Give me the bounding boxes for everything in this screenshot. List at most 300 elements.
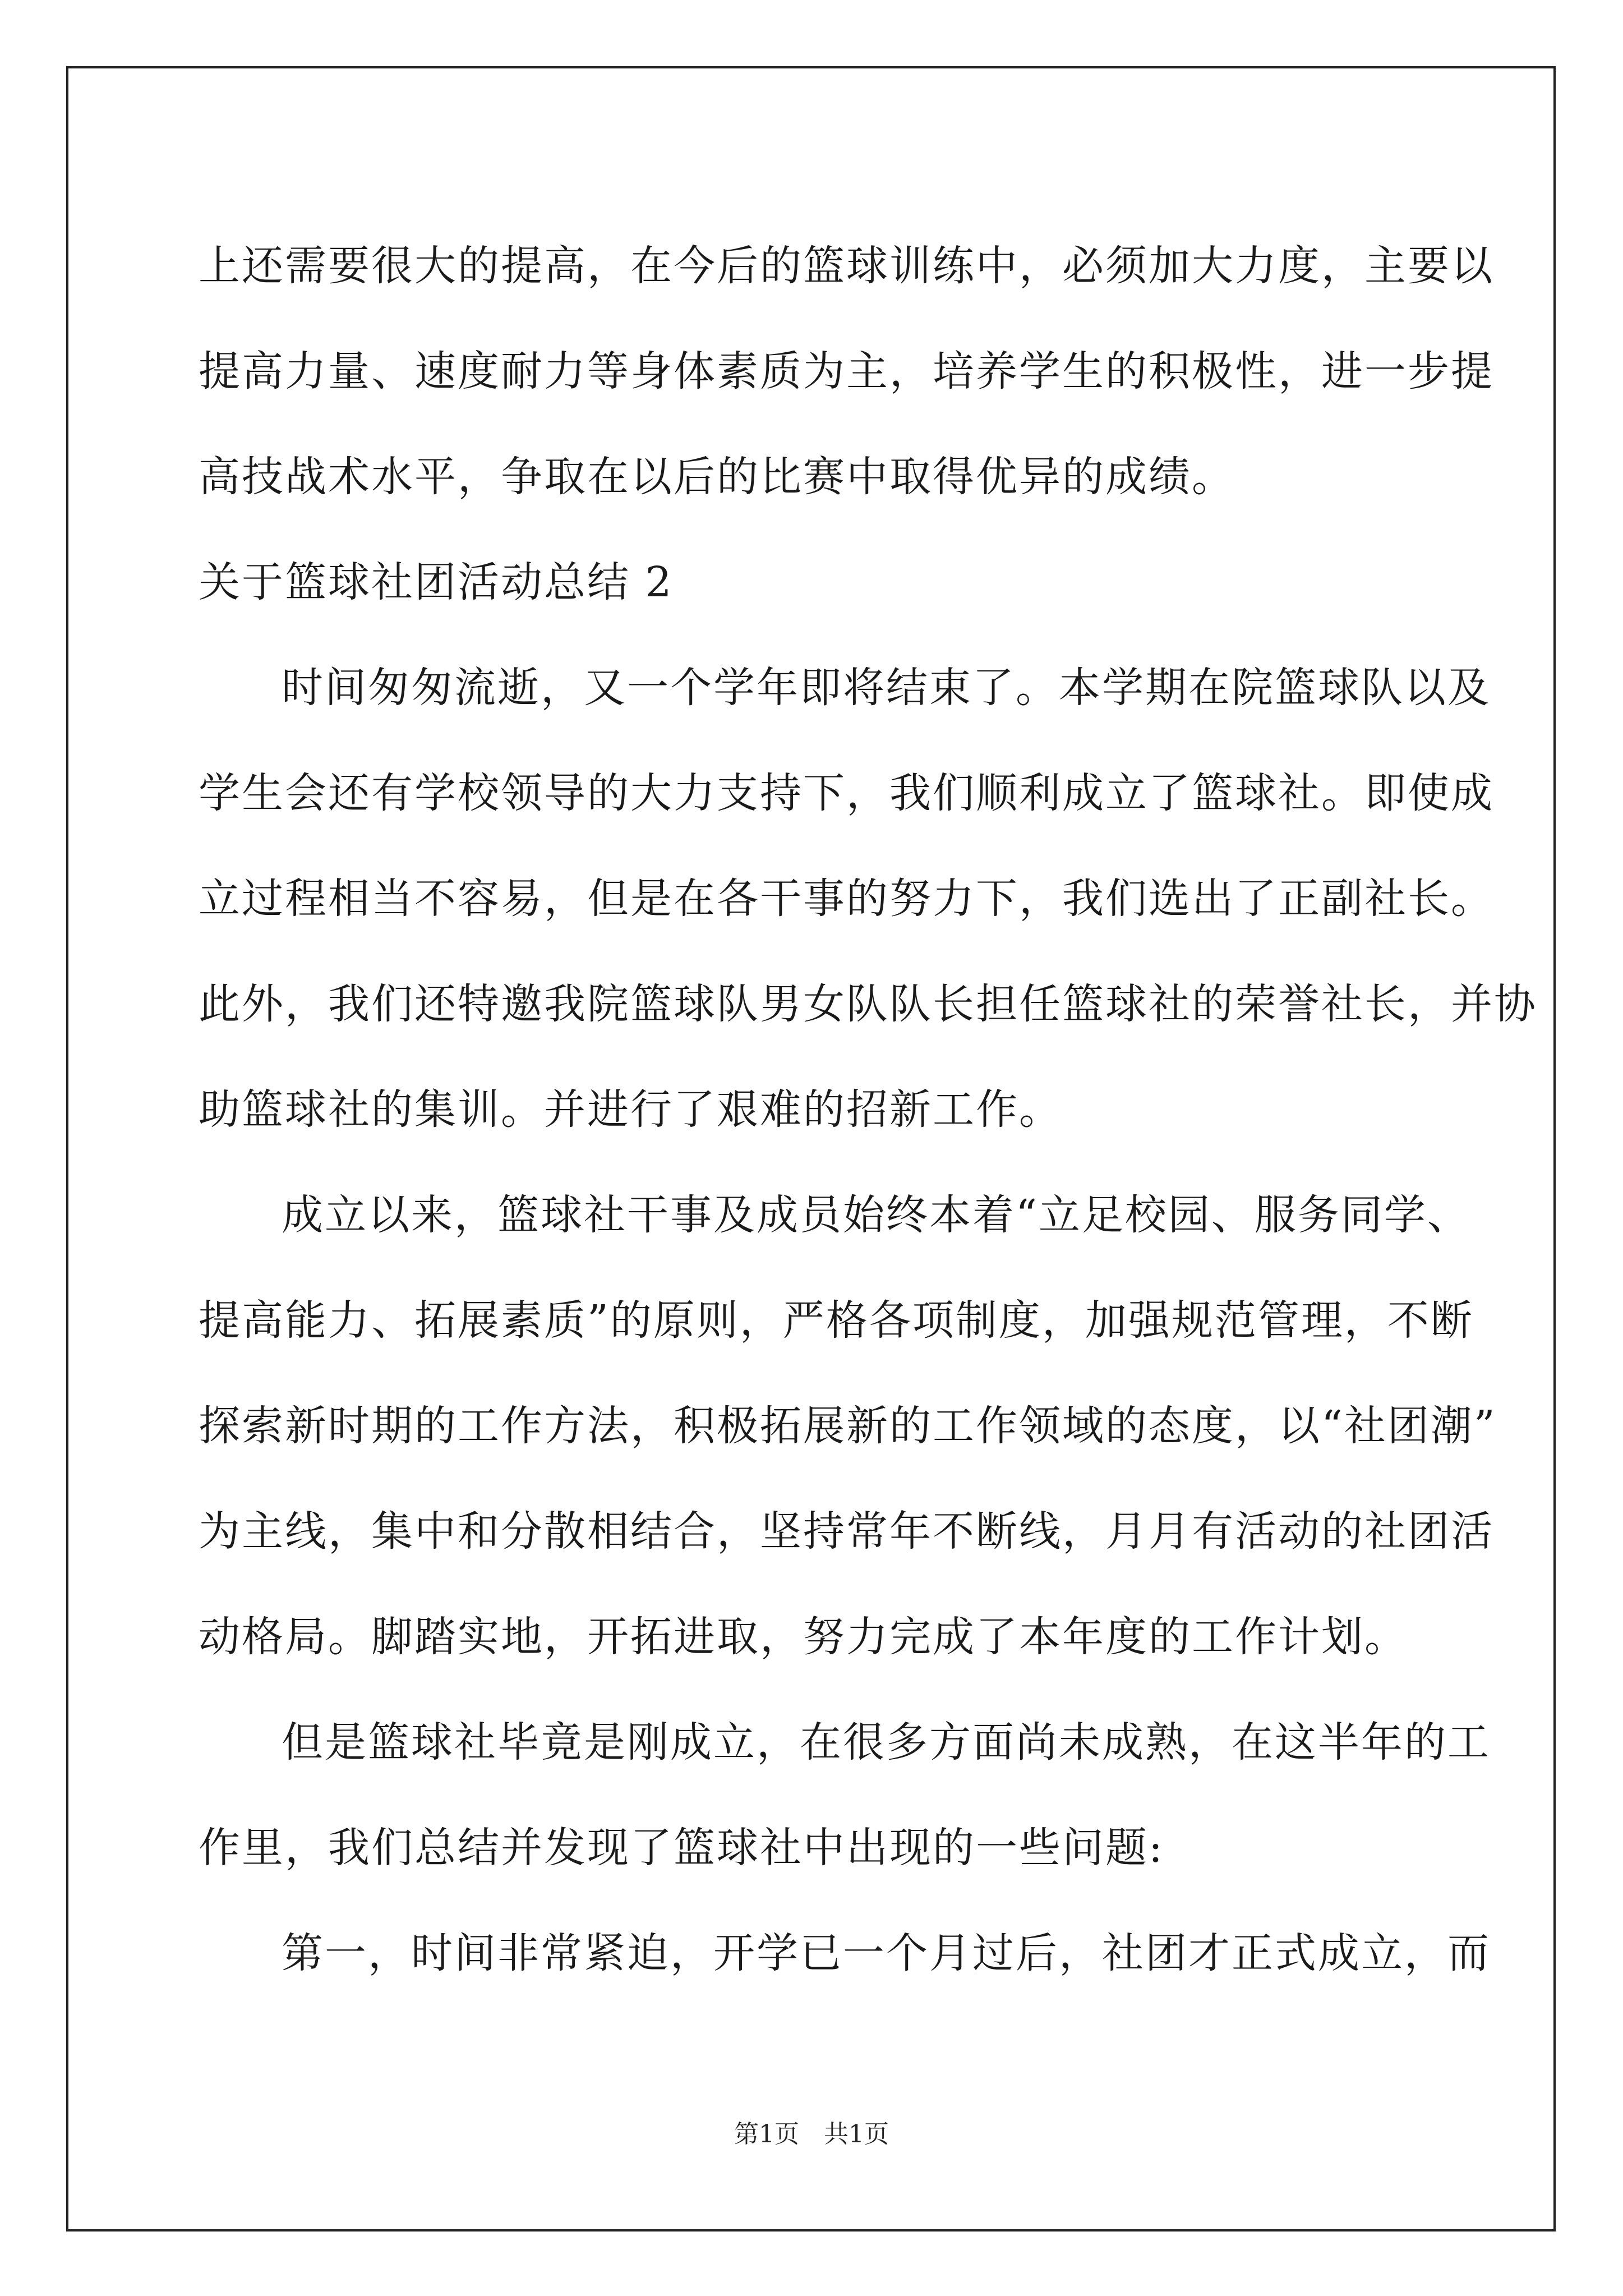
glyph: 今 (674, 242, 717, 290)
glyph: 立 (1105, 769, 1149, 817)
text-line: 动格局。脚踏实地，开拓进取，努力完成了本年度的工作计划。 (199, 1613, 1408, 1661)
glyph: 练 (933, 242, 976, 290)
glyph: 索 (242, 1402, 285, 1450)
glyph: 后 (1016, 1929, 1059, 1977)
glyph: 队 (846, 980, 889, 1028)
glyph: 我 (544, 980, 587, 1028)
glyph: ， (1059, 1929, 1102, 1977)
glyph: 球 (411, 1718, 454, 1766)
glyph: 紧 (584, 1929, 627, 1977)
glyph: 能 (285, 1296, 328, 1345)
glyph: 的 (889, 1402, 933, 1450)
glyph: 域 (1062, 1402, 1105, 1450)
glyph: 工 (458, 1402, 501, 1450)
glyph: 不 (933, 1507, 976, 1556)
glyph: “ (1321, 1402, 1344, 1450)
glyph: 社 (1149, 980, 1192, 1028)
glyph: 匆 (368, 664, 411, 712)
glyph: 相 (328, 875, 371, 923)
glyph: 非 (497, 1929, 541, 1977)
glyph: 努 (889, 875, 933, 923)
glyph: 素 (501, 1296, 544, 1345)
glyph: 断 (1430, 1296, 1474, 1345)
glyph: 成 (1451, 769, 1494, 817)
glyph: 坚 (760, 1507, 803, 1556)
glyph: 为 (803, 347, 846, 395)
glyph: 但 (587, 875, 630, 923)
glyph: 即 (1364, 769, 1408, 817)
glyph: 理 (1301, 1296, 1344, 1345)
glyph: 身 (630, 347, 674, 395)
glyph: 半 (1318, 1718, 1361, 1766)
glyph: ， (544, 875, 587, 923)
glyph: 作 (501, 1402, 544, 1450)
glyph: 邀 (501, 980, 544, 1028)
glyph: ， (454, 1191, 497, 1239)
glyph: 顺 (976, 769, 1019, 817)
glyph: 下 (976, 875, 1019, 923)
glyph: 为 (199, 1507, 242, 1556)
text-line (199, 1162, 1470, 1268)
glyph: 社 (1364, 875, 1408, 923)
glyph: 。 (1321, 769, 1364, 817)
glyph: 事 (803, 875, 846, 923)
glyph: 立 (713, 1718, 757, 1766)
glyph: 已 (800, 1929, 843, 1977)
glyph: 社 (1364, 1507, 1408, 1556)
glyph: 性 (1235, 347, 1278, 395)
text-line (199, 1690, 1491, 1795)
glyph: 的 (458, 242, 501, 290)
glyph: ， (368, 1929, 411, 1977)
glyph: 下 (803, 769, 846, 817)
glyph: 是 (325, 1718, 368, 1766)
glyph: 学 (757, 1929, 800, 1977)
glyph: 社 (1321, 980, 1364, 1028)
glyph: 活 (1451, 1507, 1494, 1556)
glyph: 篮 (368, 1718, 411, 1766)
glyph: 社 (584, 1191, 627, 1239)
glyph: 步 (1408, 347, 1451, 395)
glyph: 的 (1321, 1507, 1364, 1556)
glyph: 还 (414, 980, 458, 1028)
glyph: ， (1062, 1507, 1105, 1556)
glyph: 导 (544, 769, 587, 817)
glyph: 年 (757, 664, 800, 712)
glyph: 才 (1188, 1929, 1232, 1977)
glyph: 不 (414, 875, 458, 923)
glyph: 团 (1145, 1929, 1188, 1977)
glyph: 学 (713, 664, 757, 712)
glyph: 队 (889, 980, 933, 1028)
glyph: 期 (1145, 664, 1188, 712)
glyph: 男 (760, 980, 803, 1028)
text-line: 高技战术水平，争取在以后的比赛中取得优异的成绩。 (199, 453, 1235, 501)
glyph: 养 (976, 347, 1019, 395)
glyph: 质 (760, 347, 803, 395)
glyph: 很 (371, 242, 414, 290)
glyph: 新 (846, 1402, 889, 1450)
glyph: ， (1019, 242, 1062, 290)
glyph: ， (1041, 1296, 1085, 1345)
text-line (199, 1268, 1474, 1373)
glyph: 个 (886, 1929, 929, 1977)
glyph: ， (739, 1296, 783, 1345)
glyph: 程 (285, 875, 328, 923)
glyph: 态 (1149, 1402, 1192, 1450)
glyph: 的 (1105, 1402, 1149, 1450)
glyph: 有 (1192, 1507, 1235, 1556)
glyph: 球 (1235, 769, 1278, 817)
glyph: 在 (1188, 664, 1232, 712)
glyph: ， (541, 664, 584, 712)
glyph: 在 (674, 875, 717, 923)
glyph: 同 (1340, 1191, 1384, 1239)
text-line: 作里，我们总结并发现了篮球社中出现的一些问题: (199, 1824, 1164, 1872)
glyph: 的 (1404, 1718, 1447, 1766)
glyph: 立 (1361, 1929, 1404, 1977)
glyph: 篮 (1192, 769, 1235, 817)
glyph: 容 (458, 875, 501, 923)
glyph: 线 (1019, 1507, 1062, 1556)
glyph: ， (717, 1507, 760, 1556)
glyph: 多 (886, 1718, 929, 1766)
glyph: 球 (846, 242, 889, 290)
glyph: 束 (929, 664, 972, 712)
glyph: 积 (1149, 347, 1192, 395)
glyph: 的 (610, 1296, 653, 1345)
glyph: 队 (717, 980, 760, 1028)
glyph: 展 (803, 1402, 846, 1450)
glyph: 提 (199, 347, 242, 395)
glyph: 校 (1124, 1191, 1168, 1239)
glyph: 方 (929, 1718, 972, 1766)
glyph: 时 (328, 1402, 371, 1450)
glyph: 立 (325, 1191, 368, 1239)
glyph: 加 (1149, 242, 1192, 290)
text-line (199, 1901, 1491, 2006)
glyph: 即 (800, 664, 843, 712)
text-line (199, 1479, 1494, 1584)
glyph: ， (328, 1507, 371, 1556)
glyph: 长 (933, 980, 976, 1028)
glyph: 中 (976, 242, 1019, 290)
glyph: 特 (458, 980, 501, 1028)
glyph: 未 (1059, 1718, 1102, 1766)
glyph: 高 (242, 347, 285, 395)
text-line (199, 846, 1494, 951)
glyph: 力 (544, 347, 587, 395)
glyph: 过 (972, 1929, 1016, 1977)
glyph: 及 (713, 1191, 757, 1239)
glyph: 的 (1192, 980, 1235, 1028)
glyph: 探 (199, 1402, 242, 1450)
glyph: 服 (1254, 1191, 1298, 1239)
glyph: 毕 (497, 1718, 541, 1766)
text-line (199, 319, 1494, 424)
glyph: 及 (1447, 664, 1491, 712)
glyph: 等 (587, 347, 630, 395)
glyph: 会 (285, 769, 328, 817)
glyph: 篮 (497, 1191, 541, 1239)
glyph: 度 (458, 347, 501, 395)
glyph: 法 (587, 1402, 630, 1450)
glyph: 月 (1105, 1507, 1149, 1556)
glyph: 而 (1447, 1929, 1491, 1977)
glyph: 了 (1149, 769, 1192, 817)
glyph: 球 (541, 1191, 584, 1239)
glyph: 量 (328, 347, 371, 395)
glyph: 学 (199, 769, 242, 817)
glyph: 一 (843, 1929, 886, 1977)
glyph: 本 (929, 1191, 972, 1239)
glyph: ， (1404, 1929, 1447, 1977)
glyph: 新 (285, 1402, 328, 1450)
page-footer: 第1页 共1页 (734, 2120, 889, 2148)
glyph: 我 (328, 980, 371, 1028)
glyph: ， (757, 1718, 800, 1766)
glyph: ， (1408, 980, 1451, 1028)
glyph: 球 (1105, 980, 1149, 1028)
glyph: 们 (1105, 875, 1149, 923)
glyph: 始 (843, 1191, 886, 1239)
glyph: 原 (653, 1296, 697, 1345)
glyph: 流 (454, 664, 497, 712)
text-line: 助篮球社的集训。并进行了艰难的招新工作。 (199, 1085, 1062, 1134)
glyph: 。 (1016, 664, 1059, 712)
glyph: 力 (933, 875, 976, 923)
glyph: 一 (627, 664, 670, 712)
glyph: 又 (584, 664, 627, 712)
glyph: 间 (454, 1929, 497, 1977)
glyph: 工 (933, 1402, 976, 1450)
text-line (199, 635, 1491, 740)
glyph: 加 (1085, 1296, 1128, 1345)
glyph: ， (1019, 875, 1062, 923)
glyph: 篮 (1275, 664, 1318, 712)
glyph: 强 (1128, 1296, 1172, 1345)
glyph: 力 (1235, 242, 1278, 290)
glyph: 社 (454, 1718, 497, 1766)
glyph: 正 (1232, 1929, 1275, 1977)
glyph: 各 (869, 1296, 912, 1345)
glyph: ” (587, 1296, 610, 1345)
glyph: 学 (414, 769, 458, 817)
glyph: 成 (670, 1718, 713, 1766)
glyph: 还 (328, 769, 371, 817)
glyph: 度 (998, 1296, 1042, 1345)
glyph: ， (1321, 242, 1364, 290)
glyph: 长 (1408, 875, 1451, 923)
glyph: 院 (1232, 664, 1275, 712)
glyph: 月 (1149, 1507, 1192, 1556)
glyph: ， (846, 769, 889, 817)
glyph: 不 (1387, 1296, 1431, 1345)
glyph: 活 (1235, 1507, 1278, 1556)
glyph: 以 (1451, 242, 1494, 290)
glyph: 的 (1105, 347, 1149, 395)
glyph: ， (889, 347, 933, 395)
glyph: 年 (1361, 1718, 1404, 1766)
glyph: 着 (972, 1191, 1016, 1239)
glyph: 队 (1361, 664, 1404, 712)
glyph: 是 (630, 875, 674, 923)
glyph: 成 (757, 1191, 800, 1239)
glyph: 时 (411, 1929, 454, 1977)
glyph: 在 (630, 242, 674, 290)
glyph: 协 (1494, 980, 1537, 1028)
glyph: 在 (800, 1718, 843, 1766)
glyph: 竟 (541, 1718, 584, 1766)
glyph: 严 (782, 1296, 826, 1345)
glyph: 匆 (411, 664, 454, 712)
glyph: 集 (371, 1507, 414, 1556)
glyph: 荣 (1235, 980, 1278, 1028)
glyph: 支 (717, 769, 760, 817)
glyph: 事 (670, 1191, 713, 1239)
glyph: 提 (501, 242, 544, 290)
glyph: 球 (1318, 664, 1361, 712)
glyph: 格 (826, 1296, 869, 1345)
glyph: 立 (1038, 1191, 1082, 1239)
glyph: 。 (1451, 875, 1494, 923)
glyph: 很 (843, 1718, 886, 1766)
glyph: 社 (1278, 769, 1321, 817)
glyph: 本 (1059, 664, 1102, 712)
glyph: 度 (1192, 1402, 1235, 1450)
glyph: 校 (458, 769, 501, 817)
text-line (199, 740, 1494, 846)
glyph: 一 (325, 1929, 368, 1977)
glyph: 、 (371, 347, 414, 395)
glyph: 们 (933, 769, 976, 817)
text-line (199, 1373, 1497, 1479)
glyph: 范 (1214, 1296, 1258, 1345)
glyph: 逝 (497, 664, 541, 712)
glyph: 担 (976, 980, 1019, 1028)
glyph: ， (1344, 1296, 1387, 1345)
glyph: 院 (587, 980, 630, 1028)
glyph: 质 (544, 1296, 587, 1345)
glyph: 持 (760, 769, 803, 817)
glyph: 并 (1451, 980, 1494, 1028)
glyph: 易 (501, 875, 544, 923)
glyph: 誉 (1278, 980, 1321, 1028)
glyph: 积 (674, 1402, 717, 1450)
glyph: 团 (1408, 1507, 1451, 1556)
glyph: 速 (414, 347, 458, 395)
glyph: 务 (1297, 1191, 1341, 1239)
glyph: 任 (1019, 980, 1062, 1028)
glyph: 社 (1344, 1402, 1387, 1450)
glyph: 尚 (1016, 1718, 1059, 1766)
glyph: 主 (242, 1507, 285, 1556)
glyph: 中 (414, 1507, 458, 1556)
glyph: 还 (242, 242, 285, 290)
glyph: 的 (760, 242, 803, 290)
glyph: 分 (501, 1507, 544, 1556)
glyph: 来 (411, 1191, 454, 1239)
glyph: ， (1235, 1402, 1278, 1450)
glyph: 结 (886, 664, 929, 712)
glyph: 此 (199, 980, 242, 1028)
glyph: 持 (803, 1507, 846, 1556)
glyph: 将 (843, 664, 886, 712)
glyph: 大 (414, 242, 458, 290)
glyph: 耐 (501, 347, 544, 395)
glyph: 足 (1081, 1191, 1125, 1239)
glyph: 期 (371, 1402, 414, 1450)
glyph: 这 (1275, 1718, 1318, 1766)
glyph: 结 (630, 1507, 674, 1556)
glyph: 、 (1427, 1191, 1470, 1239)
glyph: “ (1016, 1191, 1039, 1239)
glyph: 规 (1171, 1296, 1215, 1345)
glyph: 和 (458, 1507, 501, 1556)
glyph: 工 (1447, 1718, 1491, 1766)
glyph: 社 (1102, 1929, 1145, 1977)
glyph: 极 (1192, 347, 1235, 395)
glyph: 的 (587, 769, 630, 817)
glyph: 则 (696, 1296, 740, 1345)
glyph: ， (670, 1929, 713, 1977)
glyph: 年 (889, 1507, 933, 1556)
glyph: 有 (371, 769, 414, 817)
glyph: 上 (199, 242, 242, 290)
glyph: 时 (282, 664, 325, 712)
glyph: 作 (976, 1402, 1019, 1450)
glyph: 拓 (760, 1402, 803, 1450)
glyph: 生 (242, 769, 285, 817)
glyph: 是 (584, 1718, 627, 1766)
glyph: 需 (285, 242, 328, 290)
glyph: 开 (713, 1929, 757, 1977)
glyph: 常 (846, 1507, 889, 1556)
glyph: 合 (674, 1507, 717, 1556)
glyph: ， (1278, 347, 1321, 395)
glyph: 了 (972, 664, 1016, 712)
glyph: 主 (846, 347, 889, 395)
glyph: 拓 (414, 1296, 458, 1345)
glyph: 体 (674, 347, 717, 395)
glyph: 终 (886, 1191, 929, 1239)
glyph: 我 (889, 769, 933, 817)
glyph: 篮 (803, 242, 846, 290)
glyph: 刚 (627, 1718, 670, 1766)
glyph: 立 (199, 875, 242, 923)
glyph: 力 (328, 1296, 371, 1345)
glyph: ， (630, 1402, 674, 1450)
glyph: ” (1473, 1402, 1497, 1450)
glyph: 在 (1232, 1718, 1275, 1766)
glyph: 力 (674, 769, 717, 817)
glyph: 成 (282, 1191, 325, 1239)
glyph: 迫 (627, 1929, 670, 1977)
glyph: 第 (282, 1929, 325, 1977)
glyph: 干 (627, 1191, 670, 1239)
glyph: 项 (912, 1296, 956, 1345)
glyph: 了 (1235, 875, 1278, 923)
glyph: 高 (242, 1296, 285, 1345)
glyph: 成 (1318, 1929, 1361, 1977)
glyph: 女 (803, 980, 846, 1028)
glyph: 要 (1408, 242, 1451, 290)
glyph: 要 (328, 242, 371, 290)
glyph: 熟 (1145, 1718, 1188, 1766)
glyph: 大 (1192, 242, 1235, 290)
glyph: 方 (544, 1402, 587, 1450)
glyph: 过 (242, 875, 285, 923)
